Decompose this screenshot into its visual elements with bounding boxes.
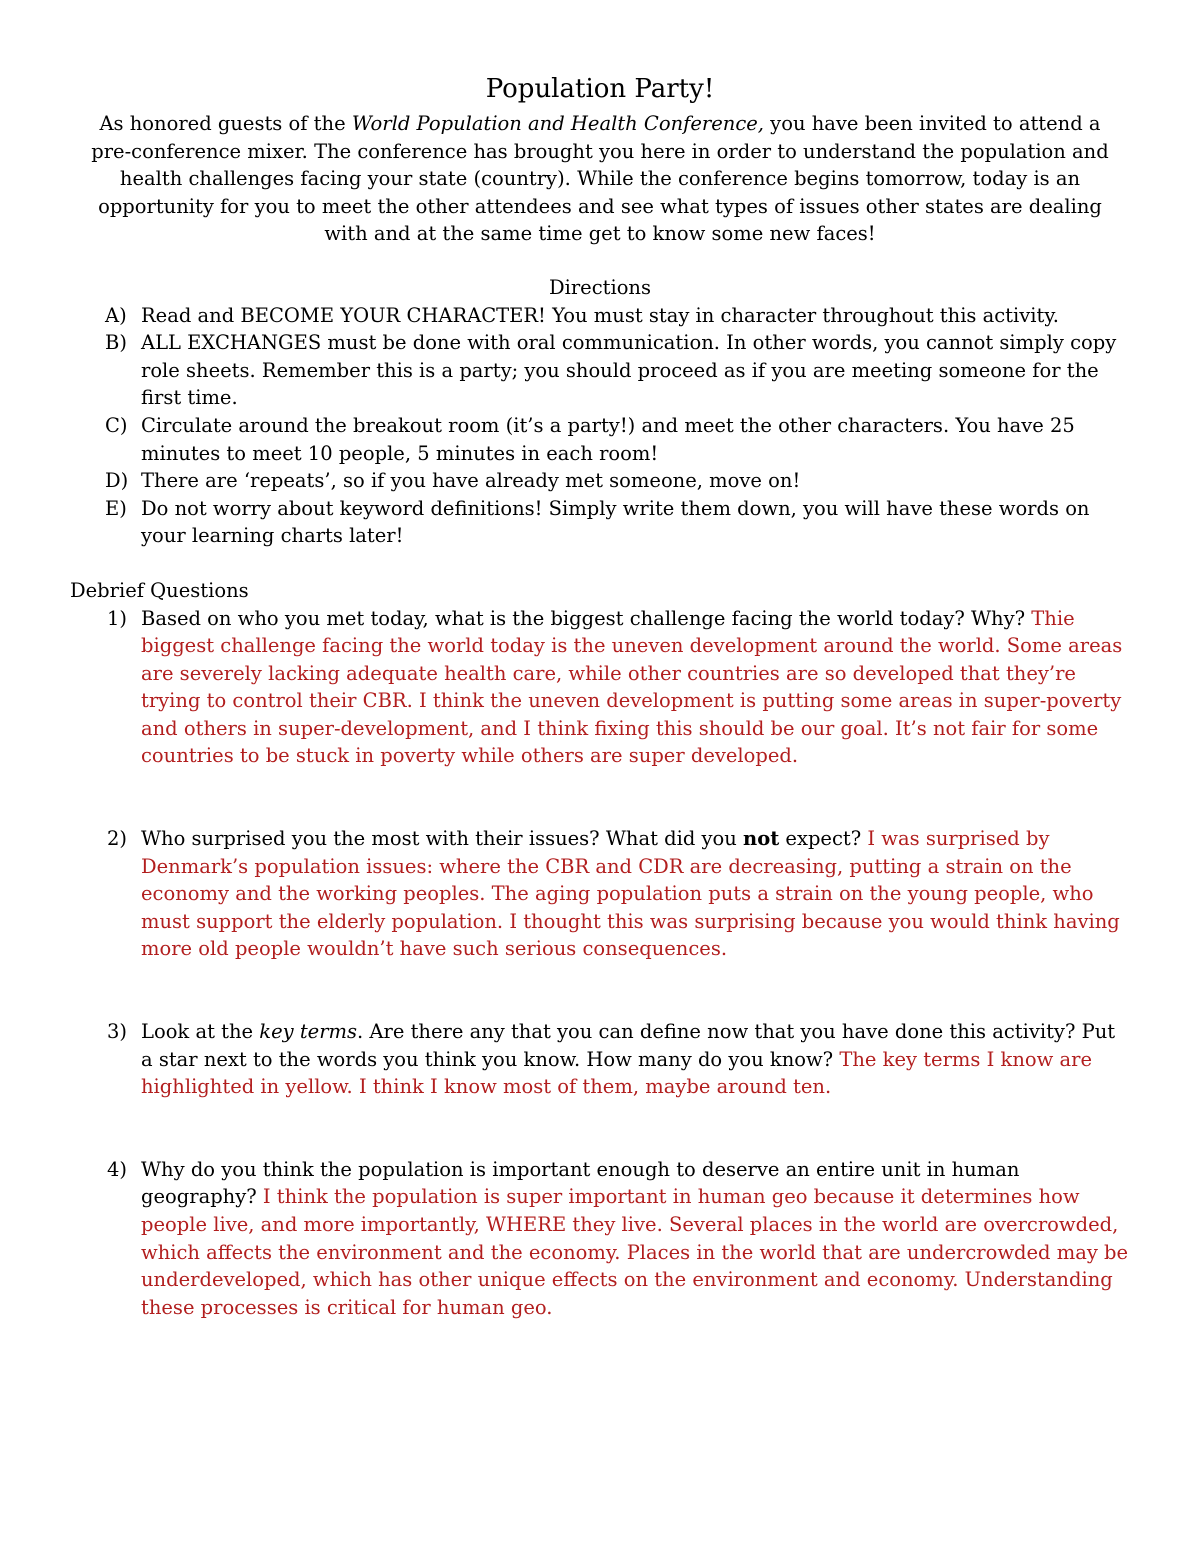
question-marker: 1): [107, 606, 128, 630]
answer-text: The key terms I know are highlighted in yellow. I think I know most of them, maybe around ten.: [141, 1047, 1093, 1099]
directions-item-text: There are ‘repeats’, so if you have already met someone, move on!: [141, 469, 801, 493]
debrief-question-2: [70, 825, 1130, 963]
directions-item-marker: D): [105, 469, 129, 493]
answer-text: I was surprised by Denmark’s population issues: where the CBR and CDR are decreasing, putting a strain on the economy and the working peoples. The aging population puts a strain on the young people, who must support the elderly population. I thought this was surprising because you would think having more old people wouldn’t have such serious consequences.: [141, 827, 1120, 961]
debrief-questions-list: [70, 605, 1130, 1322]
intro-paragraph: [88, 110, 1112, 248]
directions-item-text: ALL EXCHANGES must be done with oral communication. In other words, you cannot simply copy role sheets. Remember this is a party; you should proceed as if you are meeting someone for the first time.: [141, 331, 1117, 410]
question-text: Why do you think the population is important enough to deserve an entire unit in human geography?: [141, 1157, 1020, 1209]
debrief-question-4: [70, 1156, 1130, 1322]
directions-item: [70, 412, 1130, 467]
debrief-heading: Debrief Questions: [70, 578, 249, 602]
question-marker: 3): [107, 1020, 128, 1044]
answer-text: I think the population is super important in human geo because it determines how people live, and more importantly, WHERE they live. Several places in the world are overcrowded, which affects the environment and the economy. Places in the world that are undercrowded may be underdeveloped, which has other unique effects on the environment and economy. Understanding these processes is critical for human geo.: [141, 1185, 1129, 1319]
key-terms-phrase: key terms: [259, 1020, 358, 1044]
directions-item: [70, 495, 1130, 550]
conference-name: World Population and Health Conference,: [351, 112, 764, 135]
question-text: Based on who you met today, what is the biggest challenge facing the world today? Why?: [141, 606, 1032, 630]
intro-before: As honored guests of the: [99, 112, 352, 135]
question-emphasis: not: [743, 827, 780, 851]
directions-item-text: Do not worry about keyword definitions! Simply write them down, you will have these words on your learning charts later!: [141, 496, 1090, 548]
directions-item: [70, 302, 1130, 330]
directions-item-text: Read and BECOME YOUR CHARACTER! You must stay in character throughout this activity.: [141, 303, 1059, 327]
directions-list: [70, 302, 1130, 550]
directions-item-text: Circulate around the breakout room (it’s a party!) and meet the other characters. You have 25 minutes to meet 10 people, 5 minutes in each room!: [141, 413, 1075, 465]
directions-item: [70, 329, 1130, 412]
directions-heading: Directions: [548, 275, 652, 299]
question-text-end: expect?: [779, 827, 868, 851]
question-marker: 2): [107, 827, 128, 851]
question-marker: 4): [107, 1157, 128, 1181]
directions-item-marker: B): [105, 331, 127, 355]
debrief-question-1: [70, 605, 1130, 771]
question-text: Look at the: [141, 1020, 260, 1044]
directions-item-marker: C): [105, 413, 128, 437]
directions-item-marker: A): [105, 303, 127, 327]
question-text-end: . Are there any that you can define now that you have done this activity? Put a star next to the words you think you know. How many do you know?: [141, 1020, 1116, 1071]
answer-text: Thie biggest challenge facing the world today is the uneven development around the world. Some areas are severely lacking adequate health care, while other countries are so developed that they’re trying to control their CBR. I think the uneven development is putting some areas in super-poverty and others in super-development, and I think fixing this should be our goal. It’s not fair for some countries to be stuck in poverty while others are super developed.: [141, 606, 1123, 768]
directions-item: [70, 467, 1130, 495]
intro-after: you have been invited to attend a pre-conference mixer. The conference has brought you here in order to understand the population and health challenges facing your state (country). While the conference begins tomorrow, today is an opportunity for you to meet the other attendees and see what types of issues other states are dealing with and at the same time get to know some new faces!: [91, 112, 1109, 246]
page-title: Population Party!: [485, 74, 715, 104]
directions-item-marker: E): [105, 496, 127, 520]
question-text: Who surprised you the most with their issues? What did you: [141, 827, 744, 851]
debrief-question-3: [70, 1018, 1130, 1101]
